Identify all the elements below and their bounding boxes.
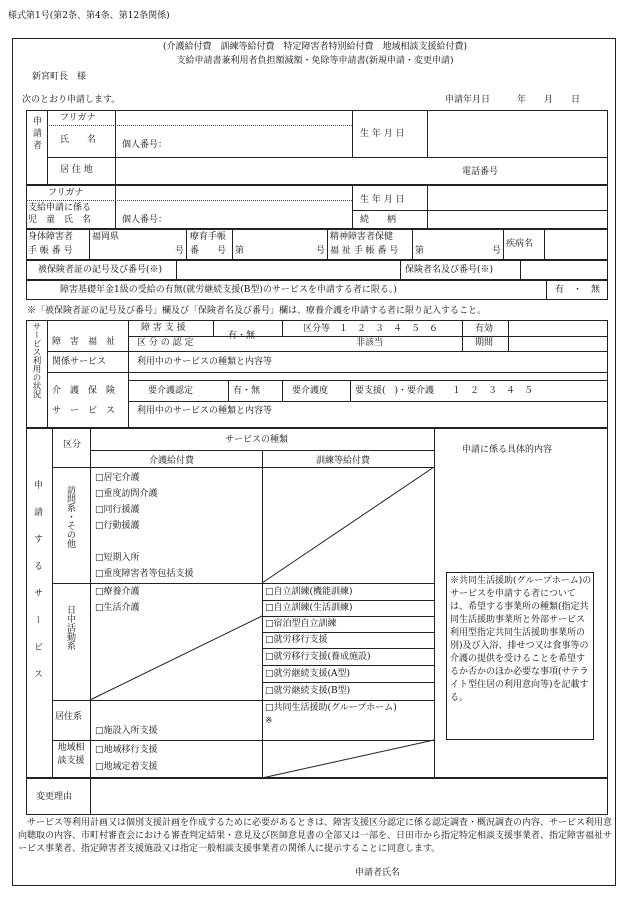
yoshien-label: 要支援( )・要介護 １ ２ ３ ４ ５ xyxy=(355,386,534,396)
henkou-row xyxy=(26,778,608,815)
yokaigodo-label: 要介護度 xyxy=(292,386,329,396)
henkou-label: 変更理由 xyxy=(36,792,73,802)
riyouchu2-label: 利用中のサービスの種類と内容等 xyxy=(137,406,273,416)
chiiki-label: 地域相談支援 xyxy=(57,743,85,766)
applicant-kojin-label: 個人番号： xyxy=(122,140,168,150)
check-shuro-iko-yosei[interactable]: □ 就労移行支援(養成施設) xyxy=(265,652,371,663)
seishin-dai: 第 xyxy=(415,246,425,256)
check-doko[interactable]: □ 同行援護 xyxy=(95,505,140,516)
applicant-side-label: 申請者 xyxy=(31,116,41,152)
ryoiku-label-1: 療育手帳 xyxy=(190,232,227,242)
seishin-go: 号 xyxy=(492,246,502,256)
kubun-nums: 区分等 １ ２ ３ ４ ５ ６ xyxy=(303,324,439,334)
applicant-address-label: 居 住 地 xyxy=(60,165,93,175)
yokaigo-nintei-label: 要介護認定 xyxy=(148,386,194,396)
yuko-label-1: 有効 xyxy=(475,324,494,334)
check-ryoyo[interactable]: □ 療養介護 xyxy=(95,587,140,598)
child-label-1: 支給申請に係る xyxy=(28,203,92,213)
kaigo-label-1: 介 護 保 険 xyxy=(52,386,116,396)
fukushi-label: 障 害 福 祉 xyxy=(52,337,116,347)
check-chiiki-teichaku[interactable]: □ 地域定着支援 xyxy=(95,762,158,773)
intro-text: 次のとおり申請します。 xyxy=(22,95,121,105)
check-shukuhaku[interactable]: □ 宿泊型自立訓練 xyxy=(265,619,337,630)
check-kodo[interactable]: □ 行動援護 xyxy=(95,521,140,532)
ryoiku-dai: 第 xyxy=(235,246,245,256)
hoken-note: ※「被保険者証の記号及び番号」欄及び「保険者名及び番号」欄は、療養介護を申請する者に限り記入すること。 xyxy=(27,306,487,316)
check-shuro-keizoku-b[interactable]: □ 就労継続支援(B型) xyxy=(265,686,350,697)
signature-label: 申請者氏名 xyxy=(355,868,401,878)
form-title-line2: 支給申請書兼利用者負担額減額・免除等申請書(新規申請・変更申請) xyxy=(176,56,454,66)
child-label-2: 児 童 氏 名 xyxy=(28,215,92,225)
kubun-label-1: 障 害 支 援 xyxy=(141,323,186,333)
kubun-higaito: 非該当 xyxy=(356,338,384,348)
check-judo-homon[interactable]: □ 重度訪問介護 xyxy=(95,489,158,500)
seishin-label-2: 福 祉 手 帳 番 号 xyxy=(330,246,399,256)
child-birth-label: 生 年 月 日 xyxy=(360,195,405,205)
child-relation-label: 続 柄 xyxy=(360,215,397,225)
child-furigana-label: フリガナ xyxy=(48,188,84,198)
hokensha-label: 保険者名及び番号(※) xyxy=(405,265,494,275)
riyouchu-label: 利用中のサービスの種類と内容等 xyxy=(137,357,273,367)
check-tanki[interactable]: □ 短期入所 xyxy=(95,553,140,564)
applicant-phone-label: 電話番号 xyxy=(462,167,499,177)
consent-text: サービス等利用計画又は個別支援計画を作成するために必要があるときは、障害支援区分認定に係る認定調査・概況調査の内容、サービス利用意向聴取の内容、市町村審査会における審査判定結果・意見及び医師意見書の全部又は一部を、日田市から指定特定相談支援事業者、指定障害福祉サービス事業者、指定障害者支援施設又は指定一般相談支援事業者の関係人に提示することに同意します。 xyxy=(18,818,613,854)
check-seikatsu-kunren[interactable]: □ 自立訓練(生活訓練) xyxy=(265,603,353,614)
applicant-birth-label: 生 年 月 日 xyxy=(360,129,405,139)
ryoiku-label-2: 番 号 xyxy=(190,246,227,256)
shinsei-side-label: 申請するサービス xyxy=(32,480,42,696)
form-title-line1: (介護給付費 訓練等給付費 特定障害者特別給付費 地域相談支援給付費) xyxy=(162,42,468,52)
check-kyotaku[interactable]: □ 居宅介護 xyxy=(95,473,140,484)
yuko-label-2: 期間 xyxy=(475,338,494,348)
kaigo-kyufu-header: 介護給付費 xyxy=(149,456,195,466)
kunren-kyufu-header: 訓練等給付費 xyxy=(316,456,371,466)
group-home-note: ※共同生活援助(グループホーム)のサービスを申請する者については、希望する事業所の種類(指定共同生活援助事業所と外部サービス利用型指定共同生活援助事業所の別)及び入浴、排せつ又は食事等の介護の提供を受けることを希望するか否かのほか必要な事項(サテライト型住居の利用意向等)を記載する。 xyxy=(450,576,592,703)
check-seikatsu[interactable]: □ 生活介護 xyxy=(95,603,140,614)
check-shisetsu[interactable]: □ 施設入所支援 xyxy=(95,726,158,737)
check-kyodo-seikatsu[interactable]: □ 共同生活援助(グループホーム) xyxy=(265,703,397,714)
kubun-header: 区分 xyxy=(63,440,82,450)
check-judo-hokatsu[interactable]: □ 重度障害者等包括支援 xyxy=(95,569,194,580)
form-number: 様式第1号(第2条、第4条、第12条関係) xyxy=(8,11,170,21)
kaigo-label-2: サ ー ビ ス xyxy=(52,406,116,416)
shikkan-label: 疾病名 xyxy=(506,239,534,249)
gutai-header: 申請に係る具体的内容 xyxy=(462,445,553,455)
shintai-go: 号 xyxy=(175,246,185,256)
check-kino-kunren[interactable]: □ 自立訓練(機能訓練) xyxy=(265,587,353,598)
nenkin-label: 障害基礎年金1級の受給の有無(就労継続支援(B型)のサービスを申請する者に限る。) xyxy=(60,285,397,295)
nenkin-value: 有 ・ 無 xyxy=(555,285,601,295)
shurui-header: サービスの種類 xyxy=(225,435,289,445)
check-shuro-iko[interactable]: □ 就労移行支援 xyxy=(265,635,328,646)
seishin-label-1: 精神障害者保健 xyxy=(330,232,394,242)
ryoiku-go: 号 xyxy=(316,246,326,256)
homon-label: 訪問系・その他 xyxy=(65,485,75,548)
addressee: 新宮町長 様 xyxy=(32,72,87,82)
hoken-kigo-label: 被保険者証の記号及び番号(※) xyxy=(38,265,163,275)
shintai-fukuoka: 福岡県 xyxy=(92,232,120,242)
child-kojin-label: 個人番号： xyxy=(122,215,168,225)
kyoju-label: 居住系 xyxy=(55,712,83,722)
kyodo-kome: ※ xyxy=(265,716,273,726)
applicant-furigana-label: フリガナ xyxy=(60,113,96,123)
shintai-label-2: 手 帳 番 号 xyxy=(28,246,73,256)
kankei-label: 関係サービス xyxy=(52,357,107,367)
yokaigo-umu: 有・無 xyxy=(233,386,261,396)
riyou-side-label: サービス利用の状況 xyxy=(31,322,41,399)
shintai-label-1: 身体障害者 xyxy=(28,232,74,242)
nicchu-label: 日中活動系 xyxy=(65,605,75,650)
applicant-name-label: 氏 名 xyxy=(60,135,97,145)
kubun-umu: 有・無 xyxy=(228,331,256,341)
kubun-label-2: 区 分 の 認 定 xyxy=(137,338,194,348)
check-chiiki-iko[interactable]: □ 地域移行支援 xyxy=(95,745,158,756)
application-date: 申請年月日 年 月 日 xyxy=(445,95,581,105)
check-shuro-keizoku-a[interactable]: □ 就労継続支援(A型) xyxy=(265,669,350,680)
